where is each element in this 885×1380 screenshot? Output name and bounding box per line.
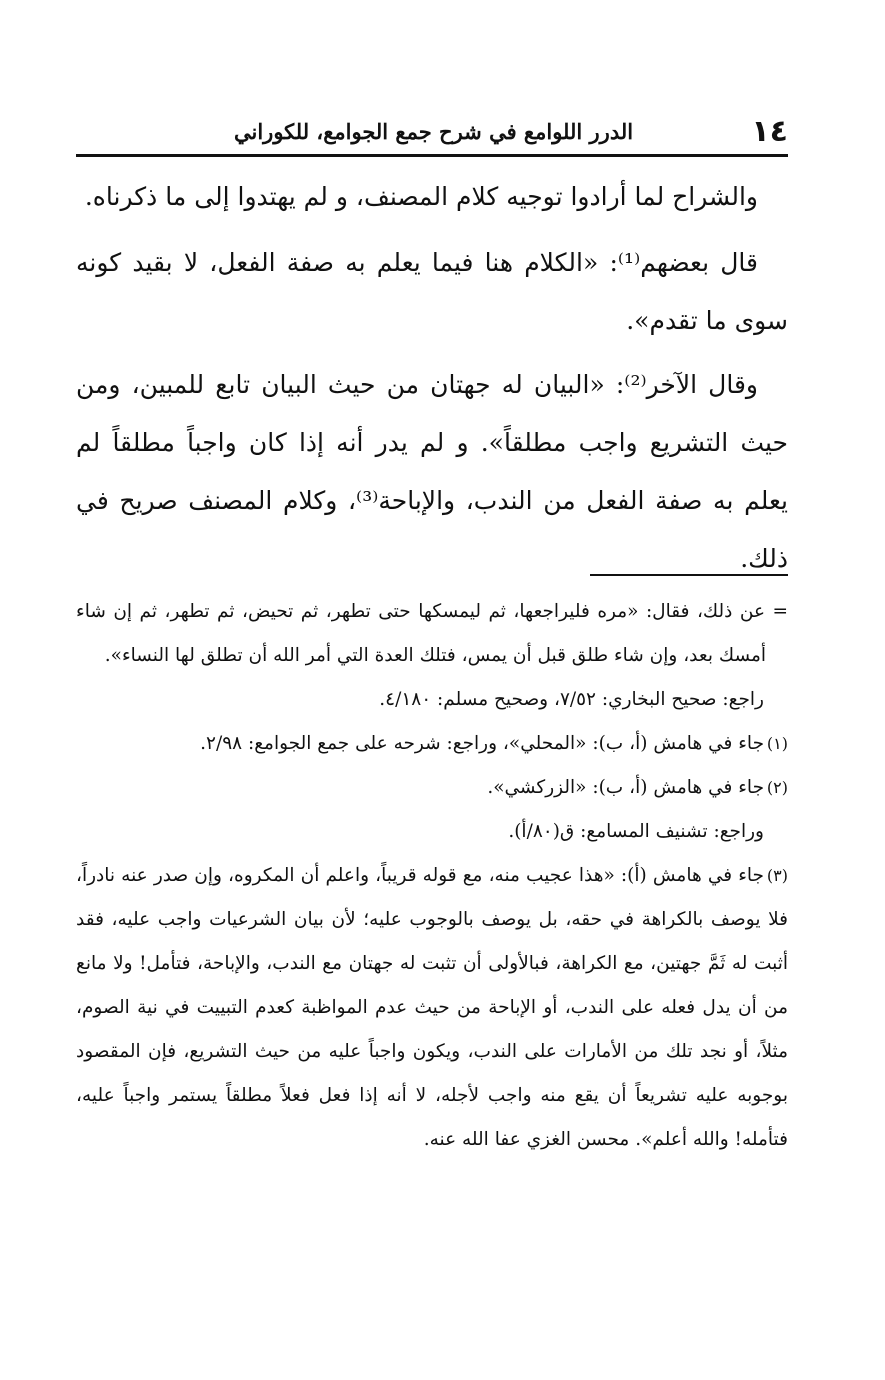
footnote-2 bbox=[76, 766, 788, 810]
footnote-separator bbox=[590, 574, 788, 576]
footnote-continuation-reference: راجع: صحيح البخاري: ٧/٥٢، وصحيح مسلم: ٤/١٨٠. bbox=[379, 689, 764, 710]
footnote-continuation: = عن ذلك، فقال: «مره فليراجعها، ثم ليمسكها حتى تطهر، ثم تحيض، ثم تطهر، ثم إن شاء أمسك بعد، وإن شاء طلق قبل أن يمس، فتلك العدة التي أمر الله أن تطلق لها النساء». bbox=[76, 601, 788, 666]
footnote-3 bbox=[76, 854, 788, 1162]
footnote-2-reference: وراجع: تشنيف المسامع: ق(٨٠/أ). bbox=[508, 821, 764, 842]
paragraph-1: والشراح لما أرادوا توجيه كلام المصنف، و لم يهتدوا إلى ما ذكرناه. bbox=[84, 182, 758, 211]
footnotes bbox=[76, 590, 788, 1162]
footnote-3-marker: (٣) bbox=[766, 866, 788, 885]
main-text bbox=[76, 168, 788, 594]
header-rule bbox=[76, 154, 788, 157]
footnote-3-text: جاء في هامش (أ): «هذا عجيب منه، مع قوله قريباً، واعلم أن المكروه، وإن صدر عنه نادراً، فلا يوصف بالكراهة في حقه، بل يوصف بالوجوب عليه؛ لأن بيان الشرعيات واجب عليه، فقد أثبت له ثَمَّ جهتين، مع الكراهة، فبالأولى أن تثبت له جهتان مع الندب، والإباحة، فتأمل! ولا مانع من أن يدل فعله على الندب، أو الإباحة من حيث عدم المواظبة كعدم التبييت في نية الصوم، مثلاً، أو نجد تلك من الأمارات على الندب، ويكون واجباً عليه من حيث التشريع، فإن المقصود بوجوبه عليه تشريعاً أن يقع منه واجب لأجله، لا أنه إذا فعل فعلاً مطلقاً يستمر واجباً عليه، فتأمله! والله أعلم». محسن الغزي عفا الله عنه. bbox=[76, 865, 788, 1150]
footnote-1-marker: (١) bbox=[766, 734, 788, 753]
footnote-1-text: جاء في هامش (أ، ب): «المحلي»، وراجع: شرحه على جمع الجوامع: ٢/٩٨. bbox=[200, 733, 764, 754]
running-header bbox=[76, 112, 788, 152]
footnote-2-marker: (٢) bbox=[766, 778, 788, 797]
paragraph-2: قال بعضهم⁽¹⁾: «الكلام هنا فيما يعلم به صفة الفعل، لا بقيد كونه سوى ما تقدم». bbox=[76, 248, 788, 335]
footnote-1 bbox=[76, 722, 788, 766]
page-number: ١٤ bbox=[751, 114, 788, 149]
paragraph-3: وقال الآخر⁽²⁾: «البيان له جهتان من حيث البيان تابع للمبين، ومن حيث التشريع واجب مطلقاً». و لم يدر أنه إذا كان واجباً مطلقاً لم يعلم به صفة الفعل من الندب، والإباحة⁽³⁾، وكلام المصنف صريح في ذلك. bbox=[76, 370, 789, 573]
running-title: الدرر اللوامع في شرح جمع الجوامع، للكوراني bbox=[234, 119, 634, 144]
footnote-2-text: جاء في هامش (أ، ب): «الزركشي». bbox=[487, 777, 764, 798]
